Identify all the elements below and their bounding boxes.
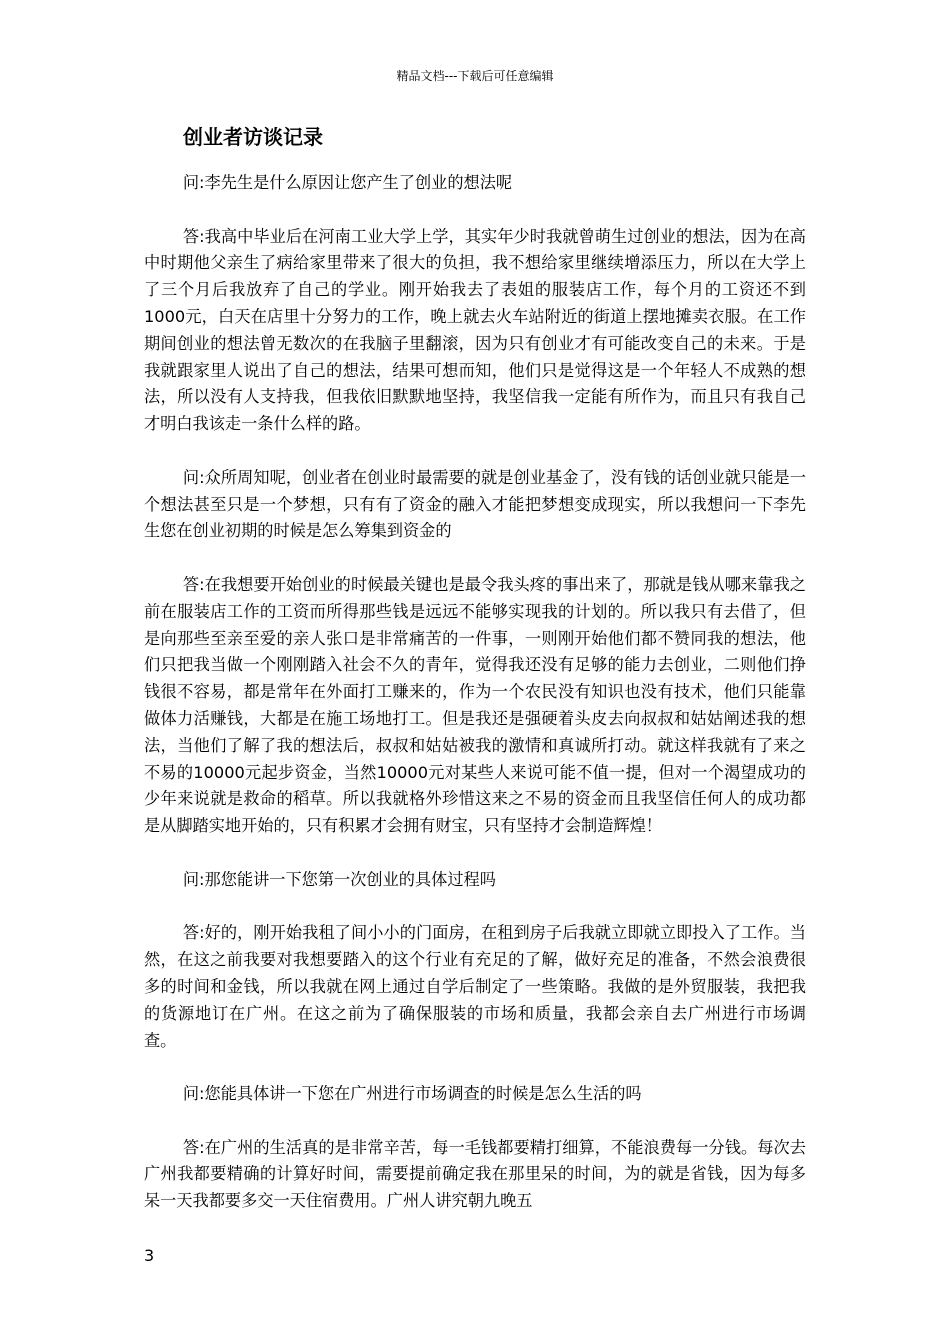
answer-paragraph: 答:好的，刚开始我租了间小小的门面房，在租到房子后我就立即就立即投入了工作。当然，在这之前我要对我想要踏入的这个行业有充足的了解，做好充足的准备，不然会浪费很多的时间和金钱，所以我就在网上通过自学后制定了一些策略。我做的是外贸服装，我把我的货源地订在广州。在这之前为了确保服装的市场和质量，我都会亲自去广州进行市场调查。 (144, 923, 806, 1050)
page-number: 3 (144, 1246, 155, 1265)
document-title: 创业者访谈记录 (183, 125, 323, 149)
document-body (144, 170, 806, 1242)
question-paragraph: 问:李先生是什么原因让您产生了创业的想法呢 (182, 173, 513, 192)
question-paragraph: 问:众所周知呢，创业者在创业时最需要的就是创业基金了，没有钱的话创业就只能是一个想法甚至只是一个梦想，只有有了资金的融入才能把梦想变成现实，所以我想问一下李先生您在创业初期的时候是怎么筹集到资金的 (144, 467, 806, 541)
answer-paragraph: 答:我高中毕业后在河南工业大学上学，其实年少时我就曾萌生过创业的想法，因为在高中时期他父亲生了病给家里带来了很大的负担，我不想给家里继续增添压力，所以在大学上了三个月后我放弃了自己的学业。刚开始我去了表姐的服装店工作，每个月的工资还不到1000元，白天在店里十分努力的工作，晚上就去火车站附近的街道上摆地摊卖衣服。在工作期间创业的想法曾无数次的在我脑子里翻滚，因为只有创业才有可能改变自己的未来。于是我就跟家里人说出了自己的想法，结果可想而知，他们只是觉得这是一个年轻人不成熟的想法，所以没有人支持我，但我依旧默默地坚持，我坚信我一定能有所作为，而且只有我自己才明白我该走一条什么样的路。 (144, 226, 806, 434)
question-paragraph: 问:您能具体讲一下您在广州进行市场调查的时候是怎么生活的吗 (182, 1084, 642, 1104)
answer-paragraph: 答:在广州的生活真的是非常辛苦，每一毛钱都要精打细算，不能浪费每一分钱。每次去广州我都要精确的计算好时间，需要提前确定我在那里呆的时间，为的就是省钱，因为每多呆一天我都要多交一天住宿费用。广州人讲究朝九晚五 (144, 1137, 806, 1211)
document-header: 精品文档---下载后可任意编辑 (396, 69, 554, 83)
answer-paragraph: 答:在我想要开始创业的时候最关键也是最令我头疼的事出来了，那就是钱从哪来靠我之前在服装店工作的工资而所得那些钱是远远不能够实现我的计划的。所以我只有去借了，但是向那些至亲至爱的亲人张口是非常痛苦的一件事，一则刚开始他们都不赞同我的想法，他们只把我当做一个刚刚踏入社会不久的青年，觉得我还没有足够的能力去创业，二则他们挣钱很不容易，都是常年在外面打工赚来的，作为一个农民没有知识也没有技术，他们只能靠做体力活赚钱，大都是在施工场地打工。但是我还是强硬着头皮去向叔叔和姑姑阐述我的想法，当他们了解了我的想法后，叔叔和姑姑被我的激情和真诚所打动。就这样我就有了来之不易的10000元起步资金，当然10000元对某些人来说可能不值一提，但对一个渴望成功的少年来说就是救命的稻草。所以我就格外珍惜这来之不易的资金而且我坚信任何人的成功都是从脚踏实地开始的，只有积累才会拥有财宝，只有坚持才会制造辉煌！ (144, 574, 806, 836)
question-paragraph: 问:那您能讲一下您第一次创业的具体过程吗 (182, 869, 496, 889)
